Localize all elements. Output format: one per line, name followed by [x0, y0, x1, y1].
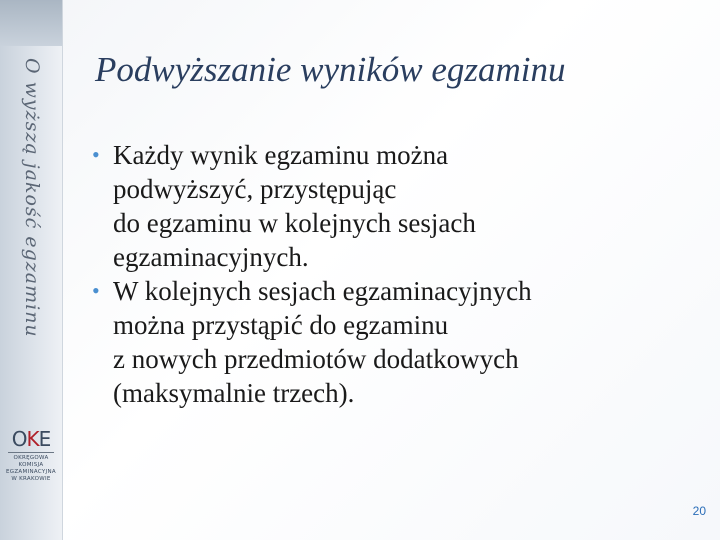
logo-line: OKRĘGOWA — [13, 455, 49, 461]
logo-line: EGZAMINACYJNA — [6, 469, 56, 475]
slide-title: Podwyższanie wyników egzaminu — [95, 50, 566, 89]
logo-line: W KRAKOWIE — [11, 476, 51, 482]
bullet-line: podwyższyć, przystępując — [113, 174, 397, 204]
bullet-line: Każdy wynik egzaminu można — [113, 140, 449, 170]
page-number: 20 — [692, 504, 706, 518]
bullet-line: egzaminacyjnych. — [113, 242, 309, 272]
left-decorative-band — [0, 0, 63, 540]
logo-mark: OKE — [11, 427, 51, 451]
bullet-line: z nowych przedmiotów dodatkowych — [113, 344, 519, 374]
logo-line: KOMISJA — [18, 462, 44, 468]
bullet-item — [92, 274, 692, 410]
bullet-item — [92, 138, 692, 274]
bullet-list — [92, 138, 692, 410]
oke-logo — [4, 428, 58, 483]
motto-text: O wyższą jakość egzaminu — [21, 58, 43, 338]
bullet-line: do egzaminu w kolejnych sesjach — [113, 208, 476, 238]
bullet-dot-icon: • — [92, 278, 100, 303]
bullet-line: można przystąpić do egzaminu — [113, 310, 449, 340]
logo-rule — [8, 452, 54, 453]
bullet-line: W kolejnych sesjach egzaminacyjnych — [113, 276, 532, 306]
bullet-line: (maksymalnie trzech). — [113, 378, 355, 408]
bullet-dot-icon: • — [92, 142, 100, 167]
vertical-motto — [12, 58, 52, 378]
band-top-shade — [0, 0, 62, 46]
